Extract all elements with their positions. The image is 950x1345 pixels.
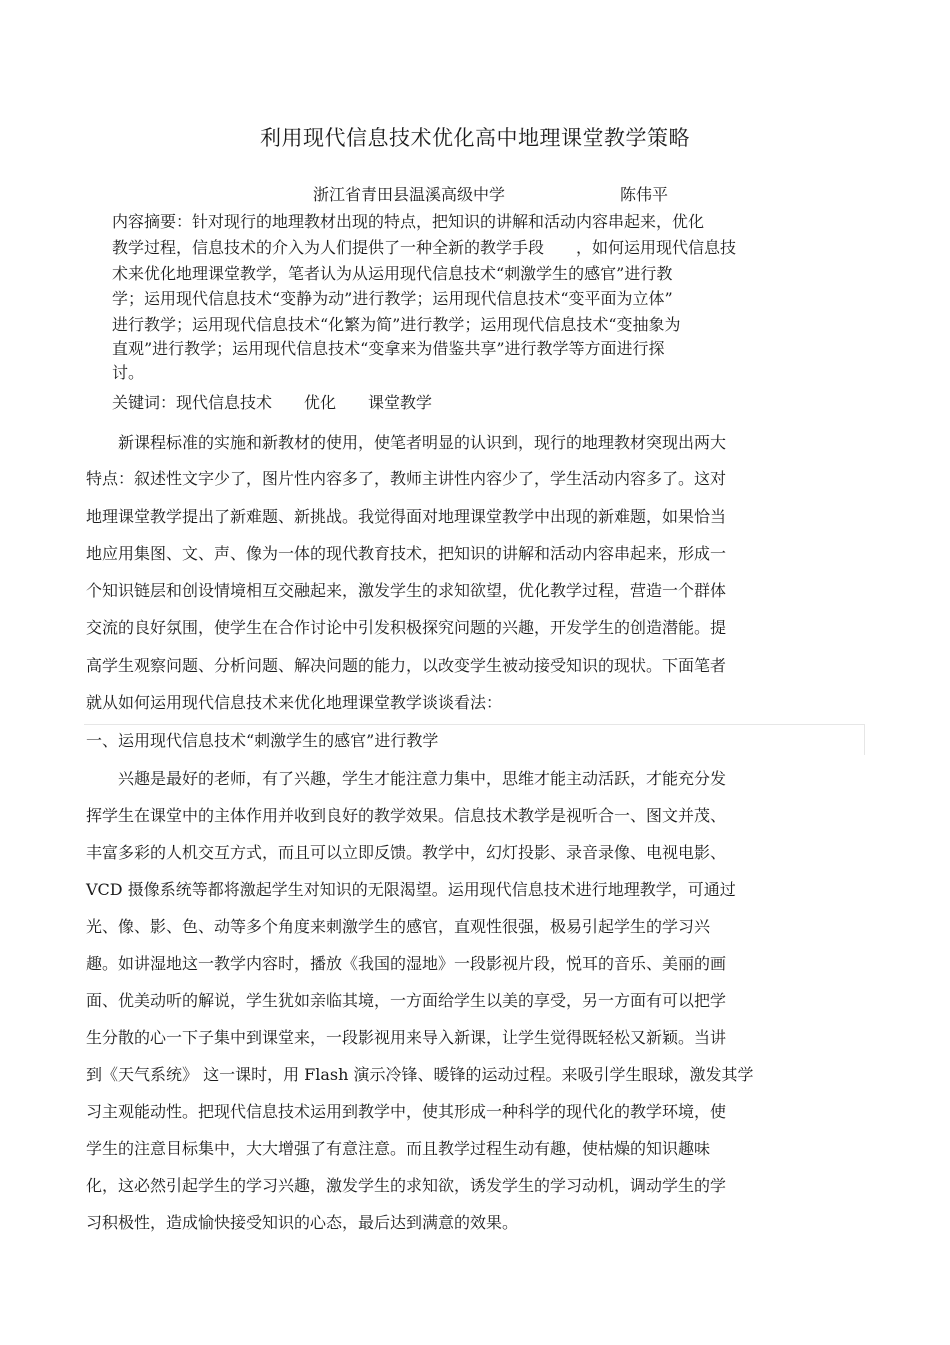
body-line: 就从如何运用现代信息技术来优化地理课堂教学谈谈看法： (86, 693, 503, 712)
body-line: 新课程标准的实施和新教材的使用，使笔者明显的认识到，现行的地理教材突现出两大 (86, 433, 727, 452)
body-line: 地理课堂教学提出了新难题、新挑战。我觉得面对地理课堂教学中出现的新难题，如果恰当 (86, 507, 727, 526)
body-line: 光、像、影、色、动等多个角度来刺激学生的感官，直观性很强，极易引起学生的学习兴 (86, 917, 711, 936)
keywords: 关键词：现代信息技术 优化 课堂教学 (112, 393, 433, 412)
body-line: 特点：叙述性文字少了，图片性内容多了，教师主讲性内容少了，学生活动内容多了。这对 (86, 469, 727, 488)
school-name: 浙江省青田县温溪高级中学 (313, 185, 506, 204)
body-line: 交流的良好氛围，使学生在合作讨论中引发积极探究问题的兴趣，开发学生的创造潜能。提 (86, 618, 727, 637)
section-heading: 一、运用现代信息技术“刺激学生的感官”进行教学 (86, 731, 439, 750)
body-line: 生分散的心一下子集中到课堂来，一段影视用来导入新课，让学生觉得既轻松又新颖。当讲 (86, 1028, 727, 1047)
abstract-line: 讨。 (112, 363, 145, 382)
body-line: 地应用集图、文、声、像为一体的现代教育技术，把知识的讲解和活动内容串起来，形成一 (86, 544, 727, 563)
body-line: 兴趣是最好的老师，有了兴趣，学生才能注意力集中，思维才能主动活跃，才能充分发 (86, 769, 727, 788)
body-line: 面、优美动听的解说，学生犹如亲临其境，一方面给学生以美的享受，另一方面有可以把学 (86, 991, 727, 1010)
abstract-line: 教学过程，信息技术的介入为人们提供了一种全新的教学手段 ，如何运用现代信息技 (112, 238, 737, 257)
abstract-line: 直观”进行教学；运用现代信息技术“变拿来为借鉴共享”进行教学等方面进行探 (112, 339, 665, 358)
body-line: VCD 摄像系统等都将激起学生对知识的无限渴望。运用现代信息技术进行地理教学，可通过 (86, 880, 736, 899)
abstract-line: 进行教学；运用现代信息技术“化繁为简”进行教学；运用现代信息技术“变抽象为 (112, 315, 681, 334)
body-line: 学生的注意目标集中，大大增强了有意注意。而且教学过程生动有趣，使枯燥的知识趣味 (86, 1139, 711, 1158)
body-line: 挥学生在课堂中的主体作用并收到良好的教学效果。信息技术教学是视听合一、图文并茂、 (86, 806, 727, 825)
author-name: 陈伟平 (620, 185, 669, 204)
abstract-line: 学；运用现代信息技术“变静为动”进行教学；运用现代信息技术“变平面为立体” (112, 289, 673, 308)
body-line: 化，这必然引起学生的学习兴趣，激发学生的求知欲，诱发学生的学习动机，调动学生的学 (86, 1176, 727, 1195)
body-line: 趣。如讲湿地这一教学内容时，播放《我国的湿地》一段影视片段，悦耳的音乐、美丽的画 (86, 954, 727, 973)
byline (313, 182, 669, 205)
body-line: 习积极性，造成愉快接受知识的心态，最后达到满意的效果。 (86, 1213, 519, 1232)
body-line: 习主观能动性。把现代信息技术运用到教学中，使其形成一种科学的现代化的教学环境，使 (86, 1102, 727, 1121)
body-line: 到《天气系统》 这一课时，用 Flash 演示冷锋、暖锋的运动过程。来吸引学生眼球，激发其学 (86, 1065, 754, 1084)
body-line: 个知识链层和创设情境相互交融起来，激发学生的求知欲望，优化教学过程，营造一个群体 (86, 581, 727, 600)
abstract-line: 术来优化地理课堂教学，笔者认为从运用现代信息技术“刺激学生的感官”进行教 (112, 264, 673, 283)
abstract-line: 内容摘要：针对现行的地理教材出现的特点，把知识的讲解和活动内容串起来，优化 (112, 212, 705, 231)
body-line: 丰富多彩的人机交互方式，而且可以立即反馈。教学中，幻灯投影、录音录像、电视电影、 (86, 843, 727, 862)
body-line: 高学生观察问题、分析问题、解决问题的能力，以改变学生被动接受知识的现状。下面笔者 (86, 656, 727, 675)
document-title: 利用现代信息技术优化高中地理课堂教学策略 (260, 126, 690, 150)
